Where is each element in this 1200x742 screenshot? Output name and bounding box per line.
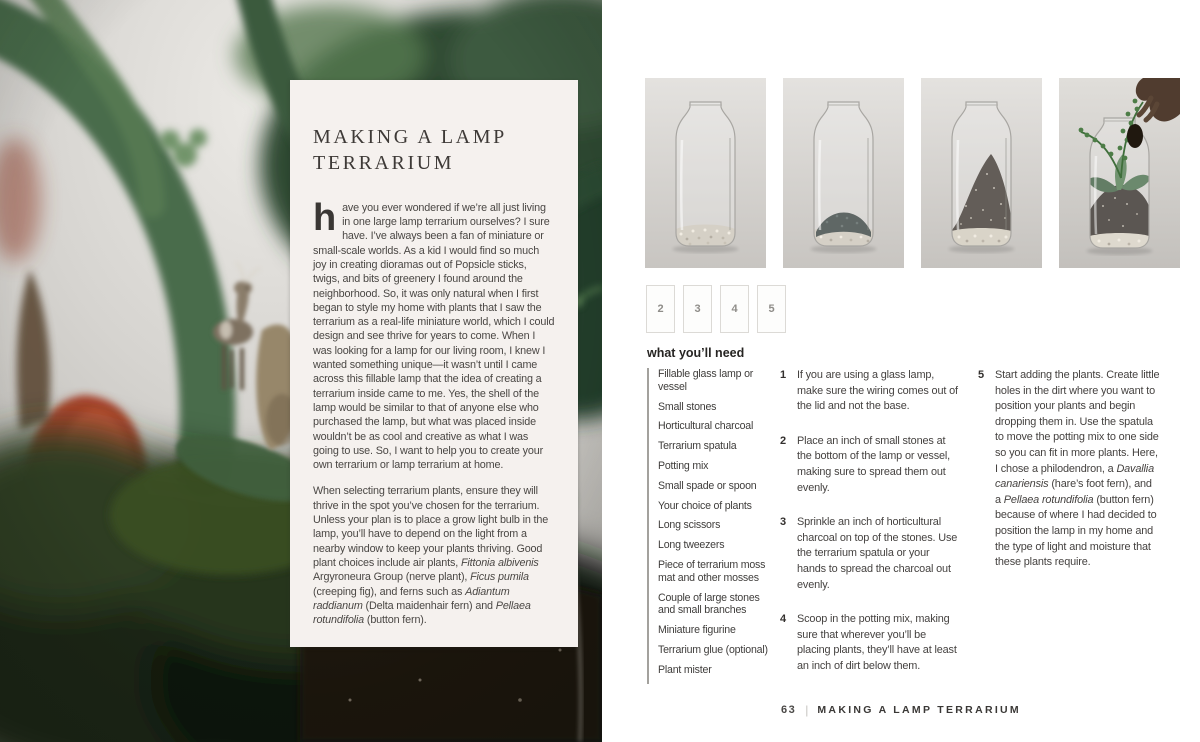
footer-chapter-title: MAKING A LAMP TERRARIUM — [817, 704, 1021, 716]
step-1 — [780, 368, 958, 415]
materials-item: Plant mister — [658, 663, 712, 676]
intro-paragraph — [313, 196, 555, 473]
materials-item: Small spade or spoon — [658, 479, 757, 492]
step-5 — [978, 368, 1160, 571]
step-number: 1 — [780, 369, 787, 381]
step-photo-stones — [645, 78, 766, 268]
hand — [1136, 78, 1180, 121]
materials-item: Terrarium spatula — [658, 440, 737, 453]
right-page — [602, 0, 1200, 742]
step-number: 5 — [978, 369, 985, 381]
materials-item: Fillable glass lamp or vessel — [658, 368, 754, 393]
step-number-box: 4 — [720, 285, 749, 333]
step-photo-potting-mix — [921, 78, 1042, 268]
materials-item: Small stones — [658, 400, 717, 413]
materials-item: Potting mix — [658, 459, 709, 472]
step-number: 4 — [780, 613, 787, 626]
materials-item: Terrarium glue (optional) — [658, 643, 768, 656]
step-text: Sprinkle an inch of horticultural charcoal on top of the stones. Use the terrarium spatula or your hands to spread the charcoal out evenly. — [797, 516, 958, 591]
materials-item: Miniature figurine — [658, 624, 736, 637]
page-number: 63 — [781, 704, 797, 716]
step-number: 2 — [780, 434, 787, 447]
step-2 — [780, 434, 958, 496]
step-photo-charcoal — [783, 78, 904, 268]
step-text: If you are using a glass lamp, make sure the wiring comes out of the lid and not the base. — [797, 369, 958, 413]
materials-item: Piece of terrarium moss mat and other mosses — [658, 558, 766, 584]
step-number-box: 5 — [757, 285, 786, 333]
chapter-intro-card — [290, 80, 578, 647]
step-text: Start adding the plants. Create little holes in the dirt where you want to position your plants and begin dropping them in. Use the spatula to move the potting mix to one side so you can fit in more plants. Here, I chose a philodendron, a Davallia canariensis (hare’s foot fern), and a Pellaea rotundifolia (button fern) because of where I had decided to position the lamp in my home and the type of light and moisture that these plants require. — [995, 369, 1160, 569]
step-text: Place an inch of small stones at the bottom of the lamp or vessel, making sure to spread them out evenly. — [797, 434, 951, 494]
steps-column-1 — [780, 368, 958, 694]
chapter-title: MAKING A LAMP TERRARIUM — [313, 126, 507, 175]
materials-list — [647, 368, 771, 684]
step-text: Scoop in the potting mix, making sure that wherever you’ll be placing plants, they’ll have at least an inch of dirt below them. — [797, 613, 957, 672]
materials-item: Long tweezers — [658, 539, 725, 552]
step-4 — [780, 612, 958, 674]
step-photo-adding-plants — [1059, 78, 1180, 268]
steps-column-2 — [978, 368, 1160, 590]
materials-heading: what you’ll need — [647, 346, 745, 360]
dropcap: h — [313, 196, 337, 239]
step-photo-strip — [645, 78, 1180, 268]
step-3 — [780, 515, 958, 593]
materials-item: Couple of large stones and small branches — [658, 591, 760, 617]
materials-item: Your choice of plants — [658, 499, 752, 512]
step-number-boxes — [646, 285, 786, 333]
step-number: 3 — [780, 516, 787, 529]
step-number-box: 3 — [683, 285, 712, 333]
materials-item: Horticultural charcoal — [658, 420, 754, 433]
page-footer — [602, 703, 1200, 717]
materials-item: Long scissors — [658, 519, 721, 532]
intro-paragraph-text: ave you ever wondered if we’re all just living in one large lamp terrarium ourselves? I sure have. I’ve always been a fan of miniature or small-scale worlds. As a kid I would find so much joy in creating dioramas out of Popsicle sticks, twigs, and bits of greenery I found around the neighborhood. So, it was only natural when I first began to style my home with plants that I saw the terrarium as a real-life miniature world, which I could design and see thrive for years to come. When I was looking for a lamp for our living room, I knew I wanted something unique—it wasn’t until I came across this fillable lamp that the idea of creating a terrarium inside came to me. Yes, the shell of the lamp would be similar to that of anyone else who purchased the lamp, but what was placed inside wouldn’t be as cool and creative as what I was going to use. So, I want to help you to create your own terrarium or lamp terrarium at home. — [313, 201, 555, 472]
footer-divider: | — [805, 703, 809, 717]
step-number-box: 2 — [646, 285, 675, 333]
plant-advice-paragraph: When selecting terrarium plants, ensure they will thrive in the spot you’ve chosen for the terrarium. Unless your plan is to place a grow light bulb in the lamp, you’ll have to depend on the light from a nearby window to keep your plants thriving. Good plant choices include air plants, Fittonia albivenis Argyroneura Group (nerve plant), Ficus pumila (creeping fig), and ferns such as Adiantum raddianum (Delta maidenhair fern) and Pellaea rotundifolia (button fern). — [313, 485, 549, 627]
